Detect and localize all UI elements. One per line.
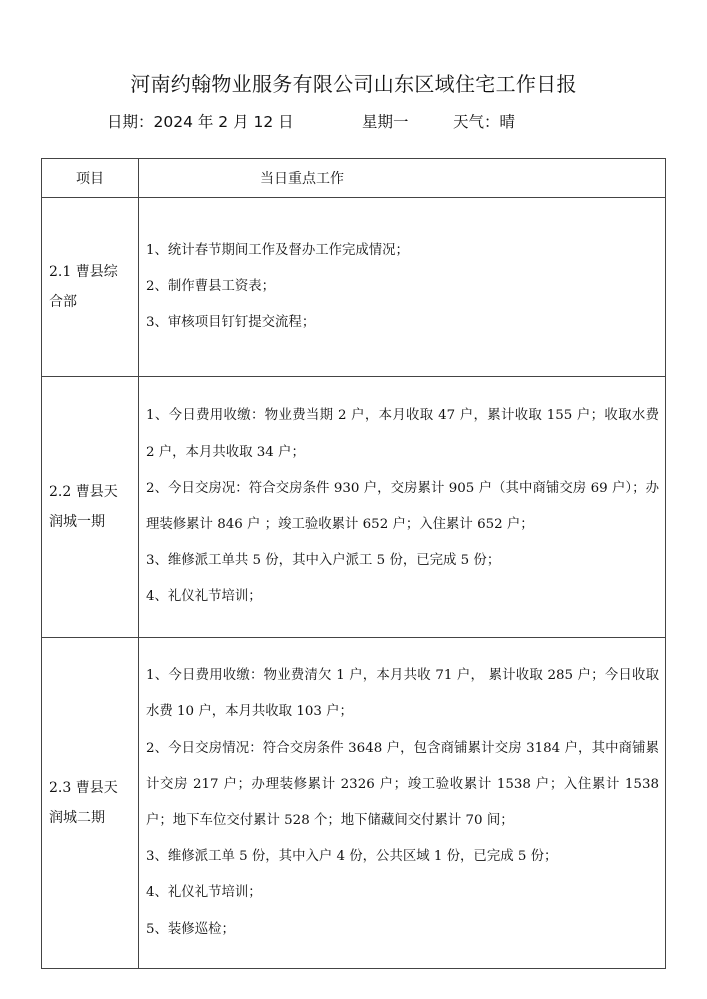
work-cell [139, 377, 666, 638]
work-cell [139, 198, 666, 377]
dept-label-line: 润城二期 [49, 810, 105, 826]
dept-label-line: 润城一期 [49, 514, 105, 530]
work-item: 3、审核项目钉钉提交流程； [146, 315, 316, 331]
work-item: 3、维修派工单 5 份，其中入户 4 份，公共区域 1 份，已完成 5 份； [146, 849, 558, 865]
report-title: 河南约翰物业服务有限公司山东区域住宅工作日报 [130, 72, 577, 96]
column-header-project: 项目 [42, 159, 139, 198]
dept-cell-tianrun-phase2 [42, 638, 139, 969]
work-item: 4、礼仪礼节培训； [146, 885, 262, 901]
work-item: 2、今日交房情况：符合交房条件 3648 户，包含商铺累计交房 3184 户，其中商铺累计交房 217 户；办理装修累计 2326 户；竣工验收累计 1538 户；入住累计 1538 户；地下车位交付累计 528 个；地下储藏间交付累计 70 间； [146, 740, 659, 828]
table-header-row [42, 159, 666, 198]
work-item: 3、维修派工单共 5 份，其中入户派工 5 份，已完成 5 份； [146, 553, 501, 569]
table-row [42, 198, 666, 377]
dept-label-line: 2.3 曹县天 [49, 780, 118, 796]
work-item: 1、今日费用收缴：物业费当期 2 户，本月收取 47 户，累计收取 155 户；收取水费 2 户，本月共收取 34 户； [146, 408, 659, 460]
work-item: 1、统计春节期间工作及督办工作完成情况； [146, 242, 409, 258]
daily-report-table [41, 158, 666, 969]
dept-label-line: 2.2 曹县天 [49, 484, 118, 500]
report-weather: 天气：晴 [453, 113, 516, 131]
work-item: 4、礼仪礼节培训； [146, 589, 262, 605]
table-row [42, 638, 666, 969]
table-row [42, 377, 666, 638]
report-date: 日期：2024 年 2 月 12 日 [107, 113, 294, 131]
column-header-key-work: 当日重点工作 [139, 159, 666, 198]
report-weekday: 星期一 [362, 113, 409, 131]
work-item: 2、制作曹县工资表； [146, 278, 276, 294]
dept-label-line: 合部 [49, 294, 77, 310]
work-item: 5、装修巡检； [146, 921, 235, 937]
work-item: 1、今日费用收缴：物业费清欠 1 户，本月共收 71 户， 累计收取 285 户；今日收取水费 10 户，本月共收取 103 户； [146, 668, 659, 720]
work-item: 2、今日交房况：符合交房条件 930 户，交房累计 905 户（其中商铺交房 69 户）；办理装修累计 846 户 ；竣工验收累计 652 户；入住累计 652 户； [146, 480, 659, 532]
dept-cell-tianrun-phase1 [42, 377, 139, 638]
dept-cell-caoxian-general [42, 198, 139, 377]
work-cell [139, 638, 666, 969]
dept-label-line: 2.1 曹县综 [49, 264, 118, 280]
